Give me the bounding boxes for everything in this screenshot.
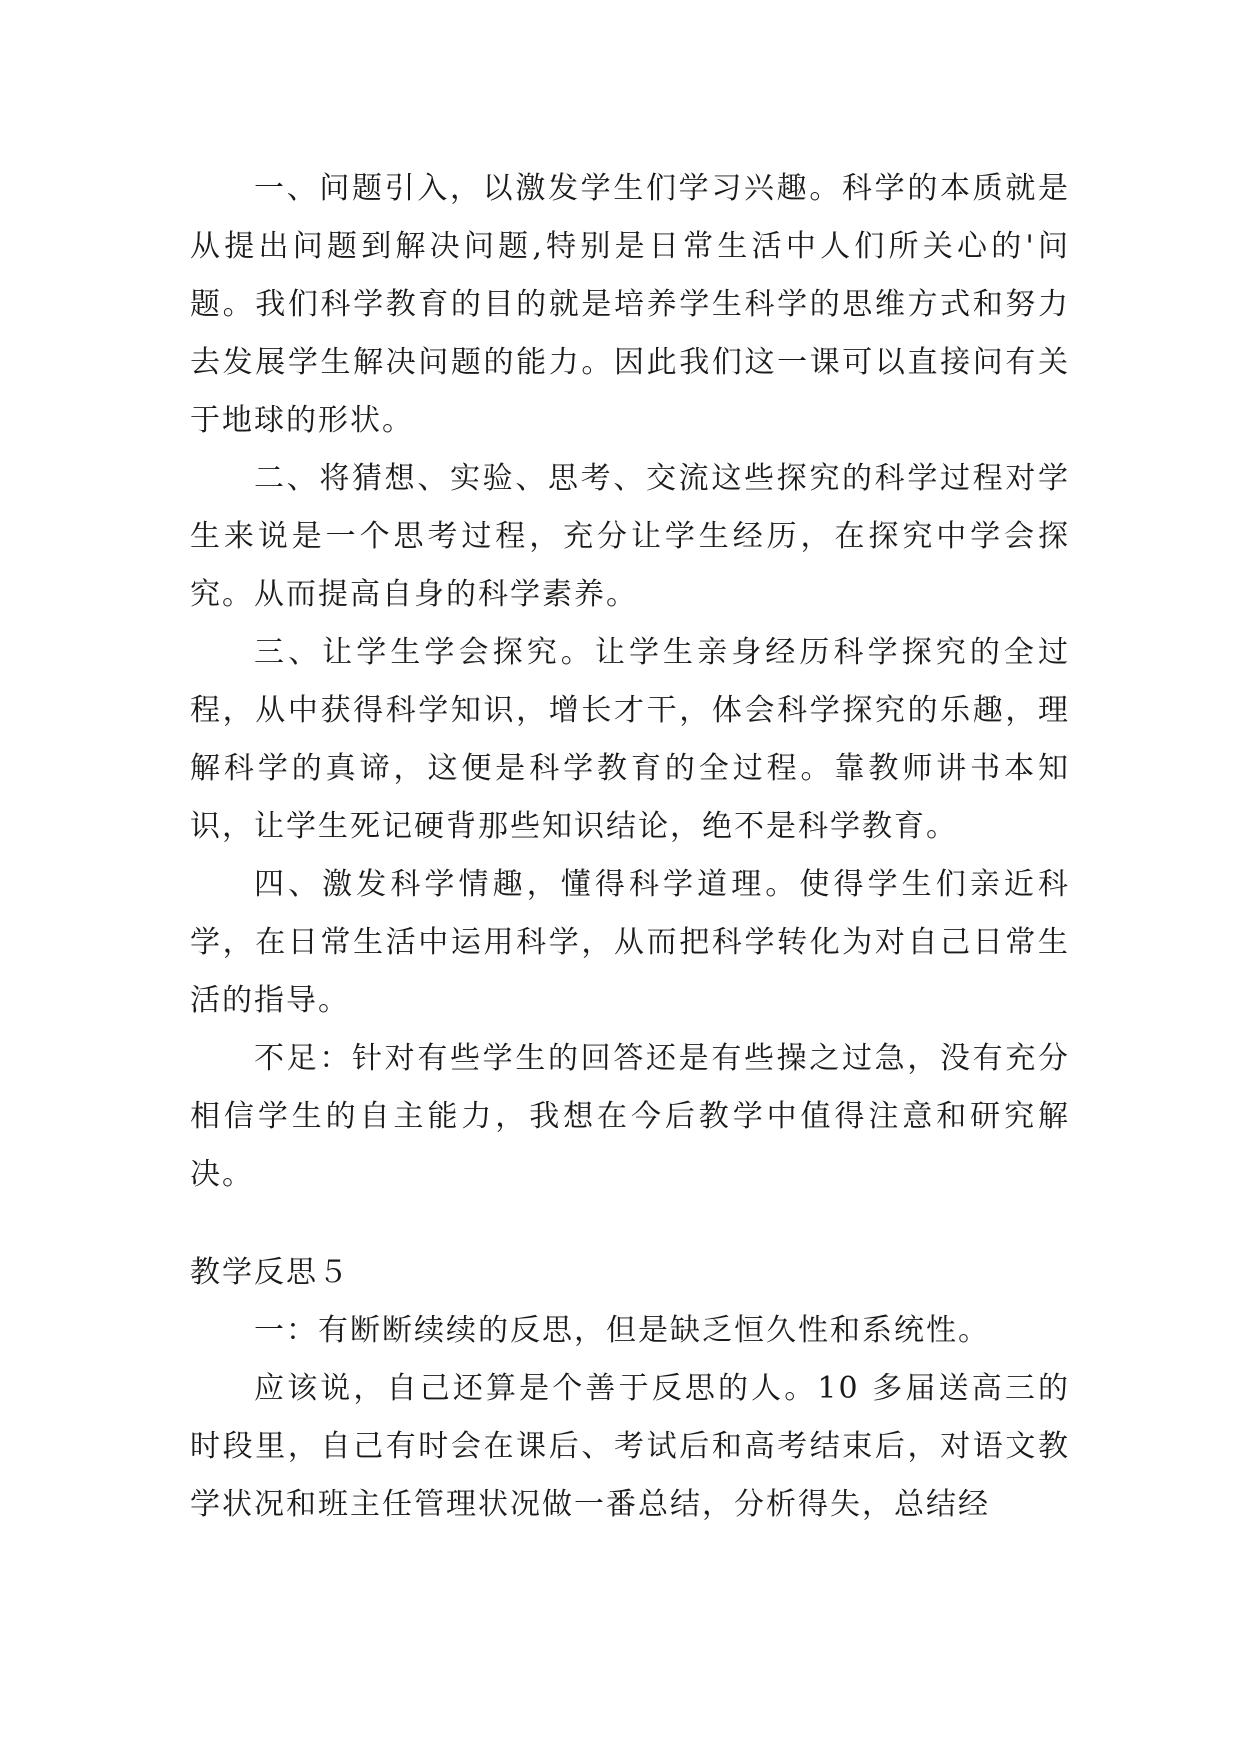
document-body bbox=[190, 160, 1070, 1534]
paragraph-intro-questions: 一、问题引入，以激发学生们学习兴趣。科学的本质就是从提出问题到解决问题,特别是日常生活中人们所关心的'问题。我们科学教育的目的就是培养学生科学的思维方式和努力去发展学生解决问题的能力。因此我们这一课可以直接问有关于地球的形状。 bbox=[190, 171, 1070, 438]
paragraph-science-interest: 四、激发科学情趣，懂得科学道理。使得学生们亲近科学，在日常生活中运用科学，从而把科学转化为对自己日常生活的指导。 bbox=[190, 867, 1070, 1018]
paragraph-inquiry-process: 二、将猜想、实验、思考、交流这些探究的科学过程对学生来说是一个思考过程，充分让学生经历，在探究中学会探究。从而提高自身的科学素养。 bbox=[190, 461, 1070, 612]
section-heading: 教学反思５ bbox=[190, 1255, 350, 1290]
paragraph-shortcomings: 不足：针对有些学生的回答还是有些操之过急，没有充分相信学生的自主能力，我想在今后教学中值得注意和研究解决。 bbox=[190, 1041, 1070, 1192]
paragraph-reflection-detail: 应该说，自己还算是个善于反思的人。10 多届送高三的时段里，自己有时会在课后、考试后和高考结束后，对语文教学状况和班主任管理状况做一番总结，分析得失，总结经 bbox=[190, 1371, 1070, 1522]
paragraph-reflection-point-one: 一：有断断续续的反思，但是缺乏恒久性和系统性。 bbox=[254, 1313, 990, 1348]
paragraph-learn-inquiry: 三、让学生学会探究。让学生亲身经历科学探究的全过程，从中获得科学知识，增长才干，体会科学探究的乐趣，理解科学的真谛，这便是科学教育的全过程。靠教师讲书本知识，让学生死记硬背那些知识结论，绝不是科学教育。 bbox=[190, 635, 1070, 844]
section-spacer bbox=[190, 1204, 1070, 1244]
